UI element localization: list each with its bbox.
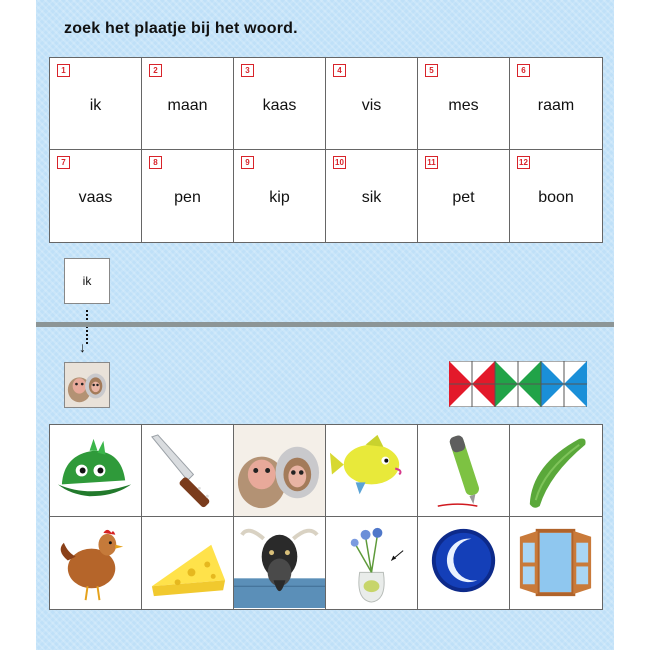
word-cell[interactable]: [142, 150, 234, 242]
picture-cell[interactable]: [50, 517, 142, 609]
dotted-connector: [86, 310, 88, 344]
vase-image: [326, 517, 417, 608]
cell-number: 3: [241, 64, 254, 77]
instruction-text: zoek het plaatje bij het woord.: [64, 20, 298, 37]
word-label: kip: [269, 189, 290, 206]
color-code-strip: [449, 361, 587, 407]
word-label: mes: [448, 97, 479, 114]
picture-cell[interactable]: [142, 425, 234, 517]
cheese-image: [142, 517, 233, 608]
picture-cell[interactable]: [510, 517, 602, 609]
picture-cell[interactable]: [234, 425, 326, 517]
cell-number: 4: [333, 64, 346, 77]
goat-image: [234, 517, 325, 608]
word-cell[interactable]: [50, 58, 142, 150]
arrow-down-icon: ↓: [79, 339, 86, 355]
picture-grid: [49, 424, 603, 610]
word-cell[interactable]: [234, 58, 326, 150]
word-cell[interactable]: [142, 58, 234, 150]
yellow-fish-image: [326, 425, 417, 516]
picture-cell[interactable]: [418, 425, 510, 517]
word-cell[interactable]: [326, 150, 418, 242]
word-cell[interactable]: [326, 58, 418, 150]
cell-number: 7: [57, 156, 70, 169]
cell-number: 2: [149, 64, 162, 77]
picture-cell[interactable]: [326, 425, 418, 517]
word-cell[interactable]: [510, 150, 602, 242]
example-picture-card: [64, 362, 110, 408]
word-cell[interactable]: [418, 58, 510, 150]
word-label: kaas: [262, 97, 297, 114]
monkeys-image: [234, 425, 325, 516]
moon-image: [418, 517, 509, 608]
example-word-card: ik: [64, 258, 110, 304]
word-label: vaas: [78, 189, 113, 206]
word-label: pet: [452, 189, 475, 206]
word-label: raam: [537, 97, 575, 114]
cell-number: 9: [241, 156, 254, 169]
word-cell[interactable]: [510, 58, 602, 150]
cell-number: 11: [425, 156, 438, 169]
word-label: ik: [89, 97, 102, 114]
hen-image: [50, 517, 141, 608]
word-cell[interactable]: [234, 150, 326, 242]
word-grid: [49, 57, 603, 243]
picture-cell[interactable]: [510, 425, 602, 517]
pen-image: [418, 425, 509, 516]
cell-number: 5: [425, 64, 438, 77]
word-label: sik: [361, 189, 382, 206]
bean-pod-image: [510, 425, 601, 516]
cell-number: 6: [517, 64, 530, 77]
cell-number: 12: [517, 156, 530, 169]
knife-image: [142, 425, 233, 516]
word-label: vis: [361, 97, 382, 114]
word-cell[interactable]: [418, 150, 510, 242]
word-label: boon: [538, 189, 574, 206]
window-image: [510, 517, 601, 608]
picture-cell[interactable]: [142, 517, 234, 609]
word-label: maan: [167, 97, 208, 114]
cell-number: 10: [333, 156, 346, 169]
picture-cell[interactable]: [50, 425, 142, 517]
monkeys-image: [65, 363, 109, 407]
color-key-icon: [449, 361, 587, 407]
word-label: pen: [174, 189, 201, 206]
picture-cell[interactable]: [418, 517, 510, 609]
green-cap-image: [50, 425, 141, 516]
cell-number: 1: [57, 64, 70, 77]
cell-number: 8: [149, 156, 162, 169]
picture-cell[interactable]: [234, 517, 326, 609]
word-cell[interactable]: [50, 150, 142, 242]
section-divider: [36, 322, 614, 327]
picture-cell[interactable]: [326, 517, 418, 609]
